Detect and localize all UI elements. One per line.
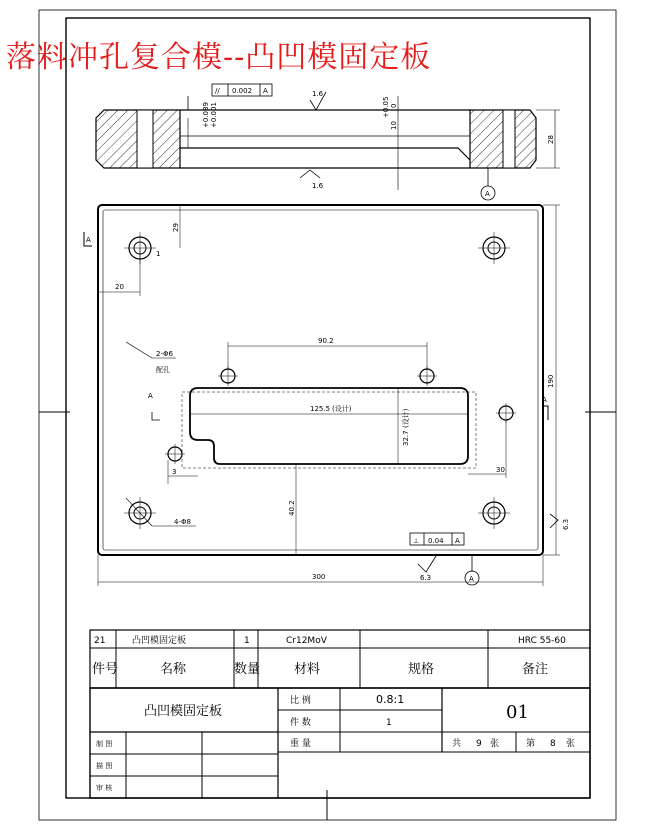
roughness-top-value: 1.6: [312, 90, 324, 98]
plate-chamfer-line: [103, 210, 538, 550]
pin-hole-note: 配孔: [156, 366, 170, 374]
dim-slot-width-note: (设计): [402, 408, 410, 428]
roughness-bottom-value: 1.6: [312, 182, 324, 190]
dim-left-offset: 20: [115, 283, 124, 291]
header-no: 件号: [92, 662, 119, 677]
dim-top-offset: 29: [172, 223, 180, 232]
header-note: 备注: [522, 662, 549, 677]
part-row-material: Cr12MoV: [286, 636, 327, 646]
depth-lower-tol: +0.001: [210, 102, 218, 128]
bolt-hole-bottom-right: [478, 497, 510, 529]
dim-right-offset: 30: [496, 466, 505, 474]
roughness-plan-right: 6.3: [562, 518, 570, 530]
plate-outline: [98, 205, 543, 555]
header-spec: 规格: [408, 662, 435, 677]
dim-slot-length-note: (设计): [332, 405, 352, 413]
flatness-symbol: //: [215, 87, 220, 95]
height-tol-lower: 0: [390, 103, 398, 108]
sheet-total-suffix: 张: [490, 739, 500, 749]
height-value: 10: [390, 121, 398, 130]
dim-small: 3: [172, 468, 177, 476]
height-tol-upper: +0.05: [382, 96, 390, 118]
pin-hole-callout: 2-Φ6: [156, 350, 173, 358]
drawing-name: 凸凹模固定板: [144, 704, 223, 719]
weight-label: 重 量: [290, 739, 311, 749]
part-row-name: 凸凹模固定板: [132, 636, 187, 646]
sheet-total-prefix: 共: [452, 739, 462, 749]
datum-bubble-plan-label: A: [469, 575, 474, 583]
part-row-note: HRC 55-60: [518, 636, 566, 646]
roughness-symbol-bottom: [300, 170, 320, 178]
section-hole-left: [137, 110, 153, 168]
perp-symbol: ⊥: [413, 537, 420, 545]
header-material: 材料: [294, 662, 321, 677]
count-value: 1: [386, 718, 392, 728]
central-slot: [190, 388, 468, 464]
dim-width: 300: [312, 573, 326, 581]
title-block: [90, 630, 590, 798]
perp-datum: A: [455, 537, 460, 545]
check-label: 审 核: [96, 784, 113, 792]
sheet-no-suffix: 张: [566, 739, 576, 749]
dim-hole-spacing: 90.2: [318, 337, 334, 345]
plan-view: [84, 205, 570, 586]
section-pocket: [180, 148, 470, 160]
flatness-tolerance: 0.002: [232, 87, 253, 95]
dim-height: 190: [547, 374, 555, 388]
dim-slot-width: 32.7: [402, 430, 410, 446]
draw-label: 制 图: [96, 740, 113, 748]
section-mark-left: A: [86, 236, 91, 244]
headline-title: 落料冲孔复合模--凸凹模固定板: [6, 40, 432, 75]
slot-marker: A: [148, 392, 153, 400]
section-view: [96, 84, 560, 200]
roughness-plan-bottom: 6.3: [420, 574, 432, 582]
dim-bottom-offset: 40.2: [288, 500, 296, 516]
count-label: 件 数: [290, 718, 311, 728]
bolt-hole-top-right: [478, 232, 510, 264]
trace-label: 描 图: [96, 762, 113, 770]
section-hole-right: [503, 110, 515, 168]
roughness-symbol-plan-bottom: [418, 556, 436, 572]
part-row-qty: 1: [244, 636, 250, 646]
small-label-1: 1: [156, 250, 161, 258]
flatness-datum: A: [263, 87, 268, 95]
bolt-hole-callout: 4-Φ8: [174, 518, 191, 526]
sheet-total: 9: [476, 739, 482, 749]
part-row-no: 21: [94, 636, 106, 646]
scale-label: 比 例: [290, 696, 311, 706]
perp-tolerance: 0.04: [428, 537, 444, 545]
thickness-value: 28: [547, 135, 555, 144]
slot-marker-tick: [152, 412, 160, 420]
scale-value: 0.8:1: [376, 693, 405, 706]
drawing-no: 01: [506, 702, 529, 723]
sheet-no: 8: [550, 739, 556, 749]
header-qty: 数量: [234, 662, 261, 677]
header-name: 名称: [160, 662, 187, 677]
sheet-no-prefix: 第: [526, 739, 536, 749]
section-mark-right: A: [542, 396, 547, 404]
dim-slot-length: 125.5: [310, 405, 331, 413]
roughness-symbol-plan-right: [550, 514, 558, 528]
depth-upper-tol: +0.089: [202, 102, 210, 128]
slot-centerline-box: [182, 392, 476, 468]
datum-bubble-section-label: A: [485, 190, 490, 198]
